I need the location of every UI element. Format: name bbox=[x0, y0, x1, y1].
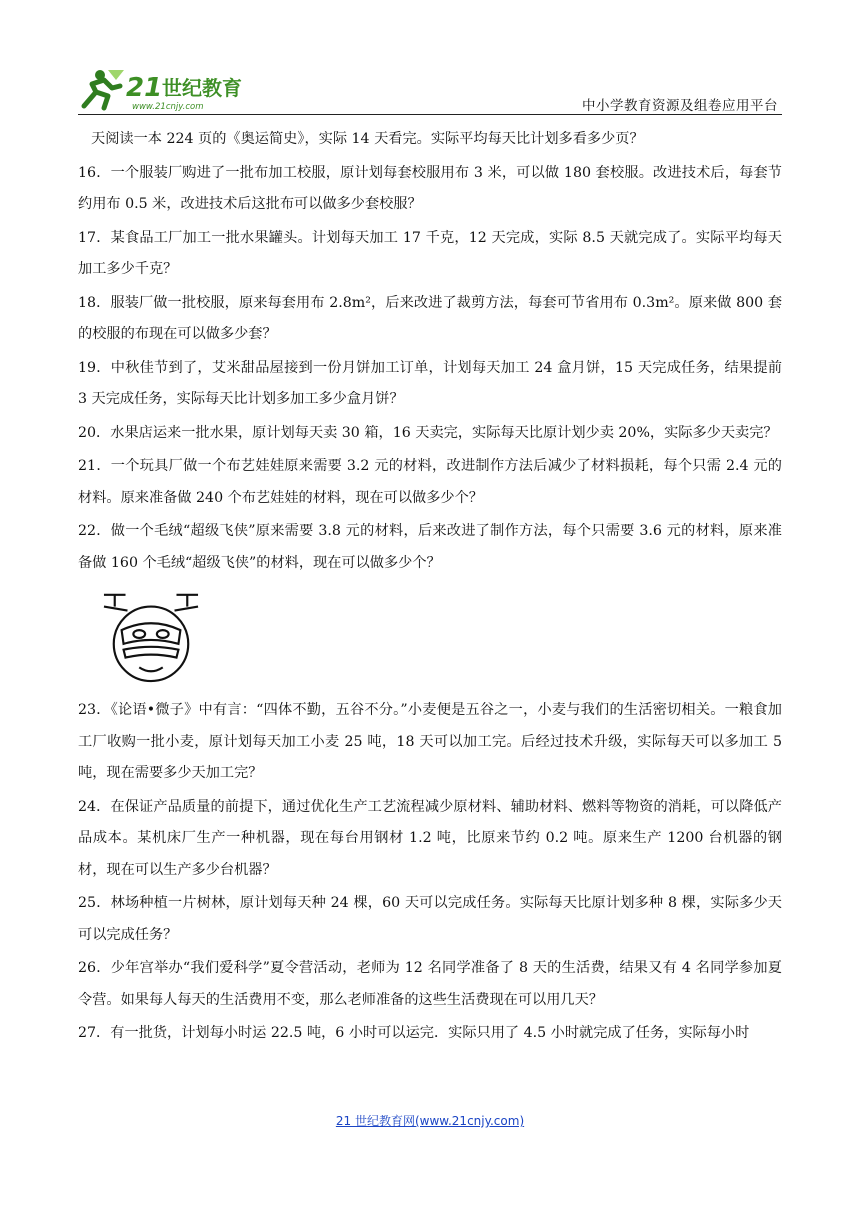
problem-19: 19．中秋佳节到了，艾米甜品屋接到一份月饼加工订单，计划每天加工 24 盒月饼，15 天完成任务，结果提前 3 天完成任务，实际每天比计划多加工多少盒月饼？ bbox=[78, 359, 783, 407]
footer-link[interactable]: 21 世纪教育网(www.21cnjy.com) bbox=[335, 1114, 525, 1128]
site-logo bbox=[78, 66, 278, 114]
problem-26: 26．少年宫举办“我们爱科学”夏令营活动，老师为 12 名同学准备了 8 天的生活费，结果又有 4 名同学参加夏令营。如果每人每天的生活费用不变，那么老师准备的这些生活费现在可以用几天？ bbox=[78, 960, 782, 1008]
problem-18: 18．服装厂做一批校服，原来每套用布 2.8m²，后来改进了裁剪方法，每套可节省用布 0.3m²。原来做 800 套的校服的布现在可以做多少套？ bbox=[78, 294, 783, 342]
problem-continuation: 天阅读一本 224 页的《奥运简史》，实际 14 天看完。实际平均每天比计划多看多少页？ bbox=[91, 131, 644, 147]
problem-23: 23．《论语•微子》中有言：“四体不勤，五谷不分。”小麦便是五谷之一，小麦与我们的生活密切相关。一粮食加工厂收购一批小麦，原计划每天加工小麦 25 吨，18 天可以加工完。后经过技术升级，实际每天可以多加工 5 吨，现在需要多少天加工完？ bbox=[78, 702, 782, 781]
page-footer bbox=[0, 1112, 860, 1129]
problem-22: 22．做一个毛绒“超级飞侠”原来需要 3.8 元的材料，后来改进了制作方法，每个只需要 3.6 元的材料，原来准备做 160 个毛绒“超级飞侠”的材料，现在可以做多少个？ bbox=[78, 523, 782, 571]
super-wings-illustration bbox=[102, 587, 200, 685]
problem-20: 20．水果店运来一批水果，原计划每天卖 30 箱，16 天卖完，实际每天比原计划少卖 20%，实际多少天卖完？ bbox=[78, 424, 778, 441]
problem-list bbox=[78, 124, 782, 1052]
platform-title: 中小学教育资源及组卷应用平台 bbox=[582, 98, 778, 114]
header-divider bbox=[78, 114, 782, 115]
page-header bbox=[78, 64, 782, 116]
problem-21: 21．一个玩具厂做一个布艺娃娃原来需要 3.2 元的材料，改进制作方法后减少了材料损耗，每个只需 2.4 元的材料。原来准备做 240 个布艺娃娃的材料，现在可以做多少个？ bbox=[78, 458, 782, 506]
problem-24: 24．在保证产品质量的前提下，通过优化生产工艺流程减少原材料、辅助材料、燃料等物资的消耗，可以降低产品成本。某机床厂生产一种机器，现在每台用钢材 1.2 吨，比原来节约 0.2 吨。原来生产 1200 台机器的钢材，现在可以生产多少台机器？ bbox=[78, 798, 782, 878]
problem-27: 27．有一批货，计划每小时运 22.5 吨，6 小时可以运完．实际只用了 4.5 小时就完成了任务，实际每小时 bbox=[78, 1025, 750, 1041]
svg-text:21: 21 bbox=[126, 73, 163, 103]
svg-text:www.21cnjy.com: www.21cnjy.com bbox=[132, 102, 204, 112]
problem-25: 25．林场种植一片树林，原计划每天种 24 棵，60 天可以完成任务。实际每天比原计划多种 8 棵，实际多少天可以完成任务？ bbox=[78, 895, 782, 943]
problem-16: 16．一个服装厂购进了一批布加工校服，原计划每套校服用布 3 米，可以做 180 套校服。改进技术后，每套节约用布 0.5 米，改进技术后这批布可以做多少套校服？ bbox=[78, 164, 782, 212]
svg-text:世纪教育: 世纪教育 bbox=[162, 76, 242, 100]
problem-17: 17．某食品工厂加工一批水果罐头。计划每天加工 17 千克，12 天完成，实际 8.5 天就完成了。实际平均每天加工多少千克？ bbox=[78, 229, 782, 277]
